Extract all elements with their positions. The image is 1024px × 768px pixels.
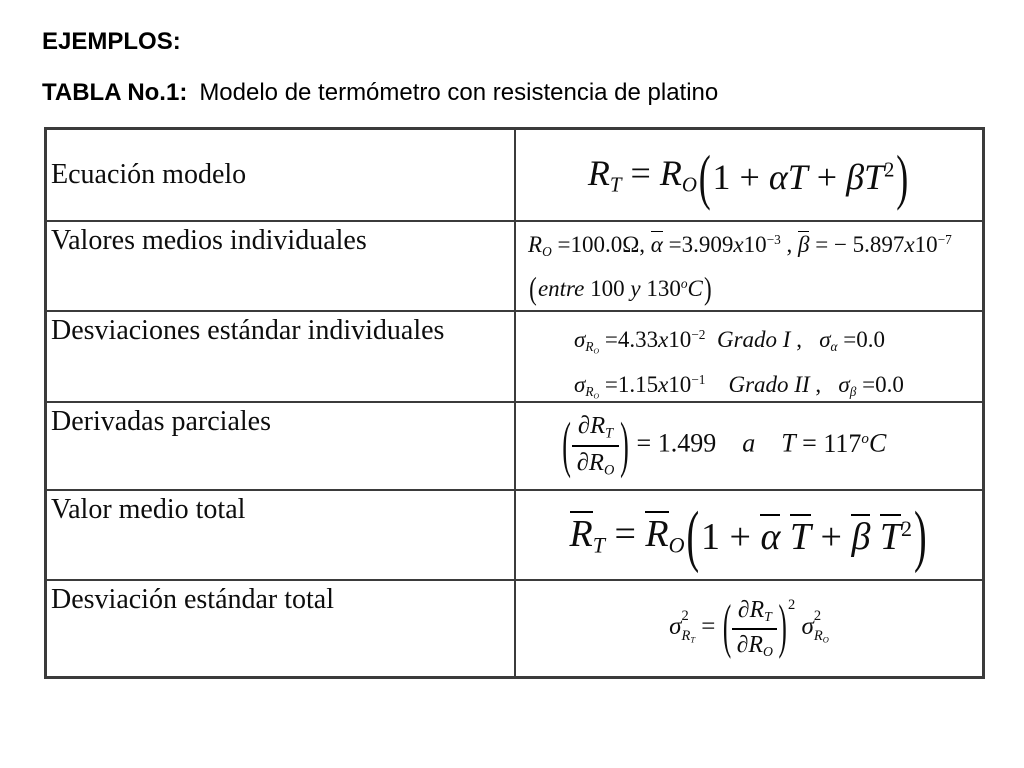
formula-valores-medios-individuales: RO =100.0Ω, $\alpha =3.909x10^{-3}$ , β = − $5.897x10^{-7}$ ( entre 100 y 130$^o$C ) — [516, 222, 982, 312]
table-caption-title: Modelo de termómetro con resistencia de platino — [199, 79, 719, 106]
row-label-desviaciones-estandar-individuales — [47, 312, 516, 403]
row-label-valores-medios-individuales — [47, 222, 516, 312]
table-caption — [42, 79, 718, 107]
row-label-text: Desviación estándar total — [51, 584, 335, 615]
formula-ecuacion-modelo: RT = RO ( $1 + \alpha T + \beta T^2$ ) — [516, 130, 982, 222]
row-label-desviacion-estandar-total — [47, 581, 516, 676]
formula-derivadas-parciales: ( $\frac{\partial RT}{\partial RO}$ ) = 1.499 a $T = 117^oC$ — [516, 403, 982, 491]
formula-valor-medio-total: RT = RO ( 1 + α T + β $T^2$ ) — [516, 491, 982, 581]
page-title — [42, 28, 181, 56]
row-label-text: Desviaciones estándar individuales — [51, 315, 445, 346]
page-title-text: EJEMPLOS: — [42, 28, 181, 55]
row-label-text: Derivadas parciales — [51, 406, 271, 437]
row-label-text: Valor medio total — [51, 494, 246, 525]
row-label-text: Valores medios individuales — [51, 225, 367, 256]
row-label-ecuacion-modelo — [47, 130, 516, 222]
formula-desviaciones-estandar-individuales: $\sigma RO =4.33x10^{-2}$ Grado I , σα =0.0 $\sigma RO =1.15x10^{-1}$ Grado II , σβ =0.0 — [516, 312, 982, 403]
table-caption-label: TABLA No.1: — [42, 79, 188, 106]
row-label-valor-medio-total — [47, 491, 516, 581]
row-label-derivadas-parciales — [47, 403, 516, 491]
table-termometro-platino — [44, 127, 985, 679]
row-label-text: Ecuación modelo — [51, 158, 247, 190]
formula-desviacion-estandar-total: σ 2 RT = ( $\frac{\partial RT}{\partial RO}$ ) $^2$ σ 2 RO — [669, 594, 829, 660]
